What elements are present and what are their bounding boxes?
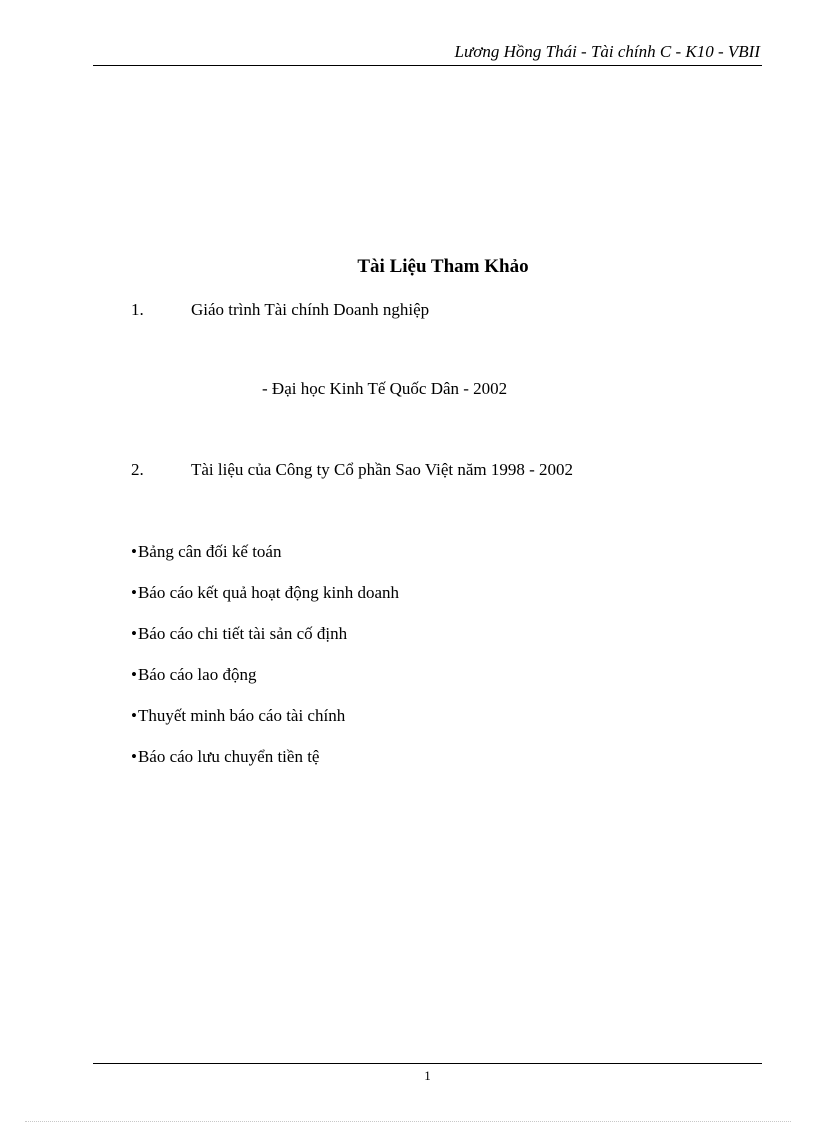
reference-text-1: Giáo trình Tài chính Doanh nghiệp [191,300,430,319]
page-header-text: Lương Hồng Thái - Tài chính C - K10 - VBII [454,42,760,61]
reference-number-2: 2. [131,460,144,479]
list-item [131,624,347,644]
bullet-icon: • [131,747,137,766]
list-item-text: Báo cáo lao động [137,665,257,684]
header-rule [93,65,762,66]
list-item [131,706,345,726]
bullet-icon: • [131,665,137,684]
bullet-icon: • [131,583,137,602]
list-item [131,747,319,767]
list-item [131,542,281,562]
bullet-icon: • [131,624,137,643]
list-item [131,665,256,685]
list-item [131,583,399,603]
list-item-text: Báo cáo chi tiết tài sản cố định [137,624,348,643]
footer-rule [93,1063,762,1064]
bullet-icon: • [131,706,137,725]
list-item-text: Báo cáo lưu chuyển tiền tệ [137,747,320,766]
page-bottom-border [25,1121,791,1122]
reference-subtext-1: - Đại học Kinh Tế Quốc Dân - 2002 [262,379,508,398]
list-item-text: Báo cáo kết quả hoạt động kinh doanh [137,583,400,602]
list-item-text: Bảng cân đối kế toán [137,542,282,561]
list-item-text: Thuyết minh báo cáo tài chính [137,706,346,725]
reference-number-1: 1. [131,300,144,319]
page-number: 1 [424,1068,431,1083]
document-title: Tài Liệu Tham Khảo [357,256,529,277]
bullet-icon: • [131,542,137,561]
reference-text-2: Tài liệu của Công ty Cổ phần Sao Việt năm 1998 - 2002 [191,460,574,479]
